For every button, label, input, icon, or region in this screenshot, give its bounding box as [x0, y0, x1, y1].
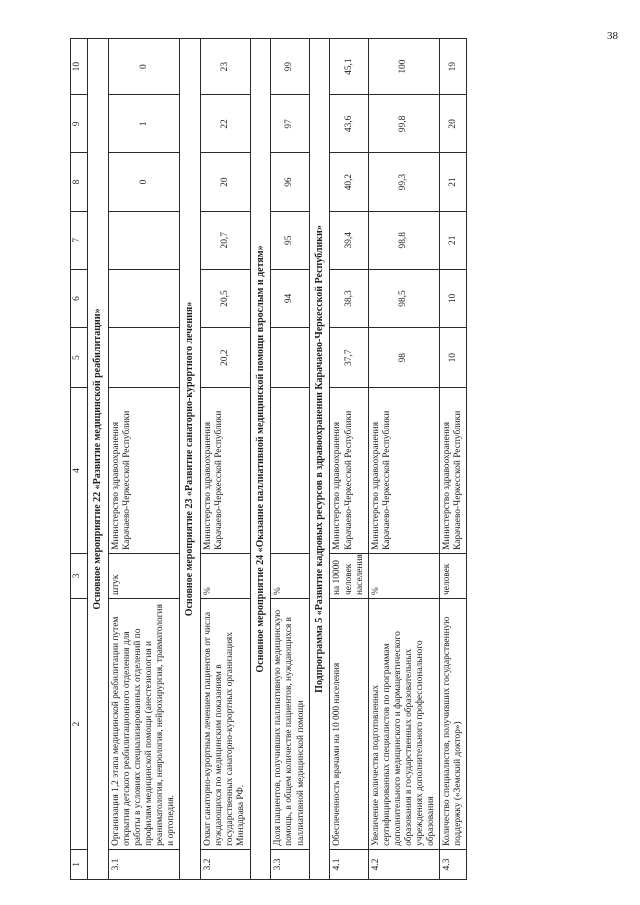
column-header: 8 [71, 153, 88, 211]
value-cell: 0 [108, 153, 180, 211]
column-header: 9 [71, 95, 88, 153]
value-cell: 23 [201, 39, 250, 95]
value-cell: 21 [440, 153, 467, 211]
value-cell: 22 [201, 95, 250, 153]
table-row [201, 39, 250, 880]
executor: Министерство здравоохранения Карачаево-Черкесской Республики [440, 388, 467, 554]
value-cell [108, 328, 180, 388]
table-row [108, 39, 180, 880]
indicators-table [70, 38, 467, 880]
value-cell: 98,8 [368, 211, 440, 269]
row-number: 3.2 [201, 849, 250, 879]
column-header: 5 [71, 328, 88, 388]
section-row [180, 39, 201, 880]
section-title: Подпрограмма 5 «Развитие кадровых ресурсов в здравоохранении Карачаево-Черкесской Республики» [309, 39, 330, 880]
row-number: 4.3 [440, 849, 467, 879]
value-cell: 38,3 [330, 269, 368, 327]
indicator-name: Охват санаторно-курортным лечением пациентов от числа нуждающихся по медицинским показаниям в государственных санаторно-курортных организациях Минздрава РФ. [201, 599, 250, 850]
value-cell [271, 328, 309, 388]
executor: Министерство здравоохранения Карачаево-Черкесской Республики [368, 388, 440, 554]
value-cell [108, 211, 180, 269]
value-cell: 20 [440, 95, 467, 153]
unit-of-measure: % [201, 553, 250, 598]
table-row [271, 39, 309, 880]
value-cell: 39,4 [330, 211, 368, 269]
value-cell: 1 [108, 95, 180, 153]
section-row [88, 39, 109, 880]
indicator-name: Доля пациентов, получивших паллиативную медицинскую помощь, в общем количестве пациентов, нуждающихся в паллиативной медицинской помощи [271, 599, 309, 850]
section-title: Основное мероприятие 22 «Развитие медицинской реабилитации» [88, 39, 109, 880]
column-header: 1 [71, 849, 88, 879]
value-cell: 96 [271, 153, 309, 211]
table-row [330, 39, 368, 880]
section-title: Основное мероприятие 23 «Развитие санаторно-курортного лечения» [180, 39, 201, 880]
column-header: 3 [71, 553, 88, 598]
page-number: 38 [607, 30, 618, 42]
unit-of-measure: на 10000 человек населения [330, 553, 368, 598]
value-cell: 45,1 [330, 39, 368, 95]
executor: Министерство здравоохранения Карачаево-Черкесской Республики [108, 388, 180, 554]
executor [271, 388, 309, 554]
value-cell: 20,2 [201, 328, 250, 388]
value-cell: 40,2 [330, 153, 368, 211]
indicator-name: Увеличение количества подготовленных сертифицированных специалистов по программам дополнительного медицинского и фармацевтического образования в государственных образовательных учреждениях дополнительного профессионального образования [368, 599, 440, 850]
value-cell: 95 [271, 211, 309, 269]
value-cell: 98 [368, 328, 440, 388]
value-cell: 0 [108, 39, 180, 95]
value-cell: 100 [368, 39, 440, 95]
row-number: 3.3 [271, 849, 309, 879]
executor: Министерство здравоохранения Карачаево-Черкесской Республики [201, 388, 250, 554]
value-cell: 10 [440, 328, 467, 388]
value-cell: 43,6 [330, 95, 368, 153]
unit-of-measure: % [368, 553, 440, 598]
value-cell: 20 [201, 153, 250, 211]
row-number: 4.2 [368, 849, 440, 879]
column-header: 6 [71, 269, 88, 327]
column-header: 7 [71, 211, 88, 269]
indicator-name: Организация 1,2 этапа медицинской реабилитации путем открытия детского реабилитационного отделения для работы в условиях специализированных отделений по профилям медицинской помощи (анестезиология и реаниматология, неврология, нейрохирургия, травматология и ортопедия. [108, 599, 180, 850]
column-header: 2 [71, 599, 88, 850]
column-header: 4 [71, 388, 88, 554]
value-cell: 99,8 [368, 95, 440, 153]
indicator-name: Обеспеченность врачами на 10 000 населения [330, 599, 368, 850]
executor: Министерство здравоохранения Карачаево-Черкесской Республики [330, 388, 368, 554]
unit-of-measure: человек [440, 553, 467, 598]
section-row [309, 39, 330, 880]
section-row [250, 39, 271, 880]
table-body [88, 39, 467, 880]
table-row [440, 39, 467, 880]
value-cell: 20,5 [201, 269, 250, 327]
value-cell: 19 [440, 39, 467, 95]
table-header [71, 39, 88, 880]
value-cell: 20,7 [201, 211, 250, 269]
table-row [368, 39, 440, 880]
section-title: Основное мероприятие 24 «Оказание паллиативной медицинской помощи взрослым и детям» [250, 39, 271, 880]
row-number: 3.1 [108, 849, 180, 879]
value-cell: 98,5 [368, 269, 440, 327]
indicator-name: Количество специалистов, получивших государственную поддержку («Земский доктор») [440, 599, 467, 850]
unit-of-measure: штук [108, 553, 180, 598]
value-cell: 10 [440, 269, 467, 327]
value-cell: 99 [271, 39, 309, 95]
value-cell [108, 269, 180, 327]
value-cell: 21 [440, 211, 467, 269]
value-cell: 37,7 [330, 328, 368, 388]
rotated-table-page [70, 38, 628, 880]
value-cell: 94 [271, 269, 309, 327]
unit-of-measure: % [271, 553, 309, 598]
value-cell: 97 [271, 95, 309, 153]
row-number: 4.1 [330, 849, 368, 879]
value-cell: 99,3 [368, 153, 440, 211]
column-header: 10 [71, 39, 88, 95]
